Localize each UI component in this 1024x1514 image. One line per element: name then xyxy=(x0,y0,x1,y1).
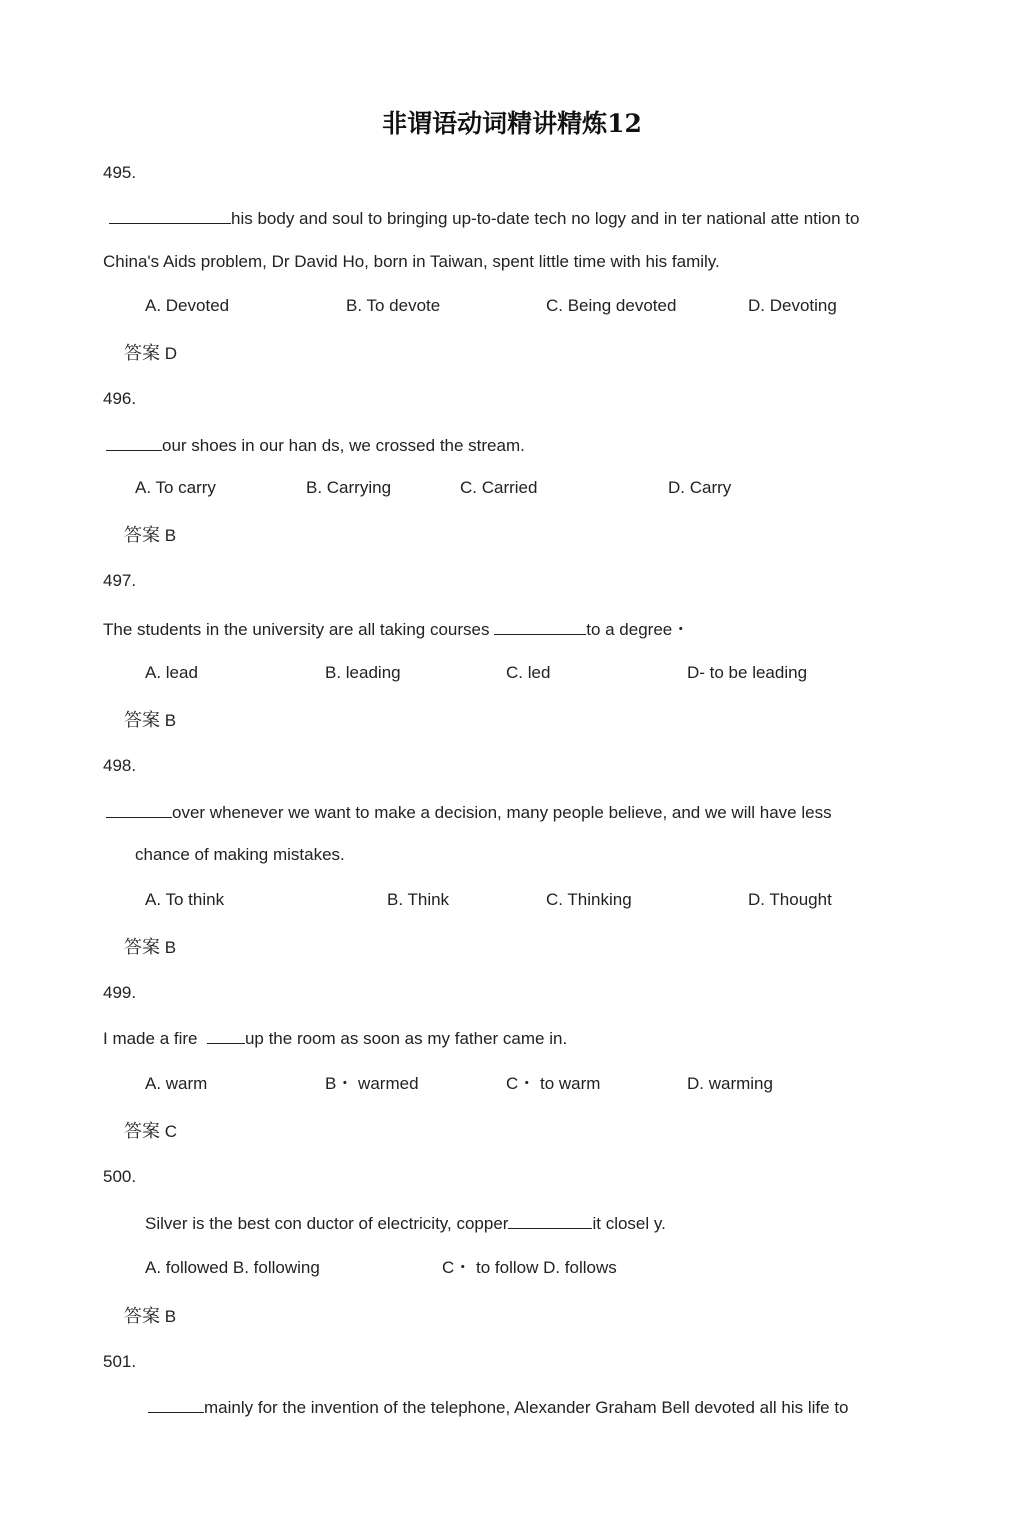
option-a: A. lead xyxy=(145,663,198,682)
question-text-part: to a degree・ xyxy=(586,620,690,639)
question-text xyxy=(145,1211,666,1235)
answer-blank xyxy=(494,617,586,635)
answer-blank xyxy=(106,433,162,451)
question-text-part: over whenever we want to make a decision, many people believe, and we will have less xyxy=(172,803,832,822)
option-b: B. To devote xyxy=(346,296,441,315)
option-d: D- to be leading xyxy=(687,663,808,682)
question-text xyxy=(148,1395,849,1419)
answer-line xyxy=(124,343,177,365)
question-number: 500. xyxy=(103,1167,137,1186)
option-b: B. Carrying xyxy=(306,478,392,497)
answer-label: 答案 xyxy=(124,937,160,958)
answer-line xyxy=(124,937,176,959)
answer-label: 答案 xyxy=(124,1306,160,1327)
question-text-part: our shoes in our han ds, we crossed the stream. xyxy=(162,436,525,455)
answer-value: B xyxy=(164,711,177,730)
option-a: A. Devoted xyxy=(145,296,230,315)
question-text xyxy=(103,617,689,641)
answer-label: 答案 xyxy=(124,525,160,546)
option-d: D. Devoting xyxy=(748,296,837,315)
question-text xyxy=(106,433,525,457)
answer-label: 答案 xyxy=(124,343,160,364)
question-text-line2: China's Aids problem, Dr David Ho, born in Taiwan, spent little time with his family. xyxy=(103,252,720,271)
option-a: A. To think xyxy=(145,890,225,909)
question-text-part: up the room as soon as my father came in. xyxy=(244,1029,568,1048)
option-b: B・ warmed xyxy=(325,1074,419,1093)
option-b: B. leading xyxy=(325,663,401,682)
option-c: C. Thinking xyxy=(546,890,632,909)
answer-line xyxy=(124,525,176,547)
question-number: 498. xyxy=(103,756,137,775)
question-number: 496. xyxy=(103,389,137,408)
question-text-part: it closel y. xyxy=(592,1214,666,1233)
question-text-part: I made a fire xyxy=(103,1029,198,1048)
answer-blank xyxy=(109,206,231,224)
answer-line xyxy=(124,1121,177,1143)
answer-line xyxy=(124,710,176,732)
option-a-b: A. followed B. following xyxy=(145,1258,320,1277)
answer-blank xyxy=(207,1026,245,1044)
question-text-part: his body and soul to bringing up-to-date tech no logy and in ter national atte ntion to xyxy=(231,209,860,228)
question-text-part: The students in the university are all taking courses xyxy=(103,620,490,639)
question-text xyxy=(109,206,860,230)
answer-label: 答案 xyxy=(124,1121,160,1142)
option-c: C. Carried xyxy=(460,478,538,497)
question-number: 499. xyxy=(103,983,137,1002)
page-title: 非谓语动词精讲精炼12 xyxy=(382,109,642,138)
answer-value: B xyxy=(164,1307,177,1326)
answer-label: 答案 xyxy=(124,710,160,731)
option-a: A. To carry xyxy=(135,478,216,497)
option-c-d: C・ to follow D. follows xyxy=(442,1258,617,1277)
option-c: C. led xyxy=(506,663,551,682)
option-a: A. warm xyxy=(145,1074,208,1093)
option-b: B. Think xyxy=(387,890,450,909)
question-text-line2: chance of making mistakes. xyxy=(135,845,345,864)
answer-value: B xyxy=(164,938,177,957)
question-text-part: mainly for the invention of the telephone, Alexander Graham Bell devoted all his life to xyxy=(204,1398,849,1417)
answer-line xyxy=(124,1306,176,1328)
answer-value: B xyxy=(164,526,177,545)
option-d: D. Thought xyxy=(748,890,832,909)
answer-blank xyxy=(106,800,172,818)
question-text xyxy=(103,1026,567,1050)
answer-blank xyxy=(148,1395,204,1413)
answer-value: D xyxy=(164,344,178,363)
option-c: C・ to warm xyxy=(506,1074,601,1093)
question-text xyxy=(106,800,832,824)
option-c: C. Being devoted xyxy=(546,296,677,315)
question-number: 497. xyxy=(103,571,137,590)
question-text-part: Silver is the best con ductor of electricity, copper xyxy=(145,1214,509,1233)
question-number: 495. xyxy=(103,163,137,182)
option-d: D. Carry xyxy=(668,478,732,497)
option-d: D. warming xyxy=(687,1074,773,1093)
answer-blank xyxy=(508,1211,592,1229)
question-number: 501. xyxy=(103,1352,137,1371)
answer-value: C xyxy=(164,1122,178,1141)
